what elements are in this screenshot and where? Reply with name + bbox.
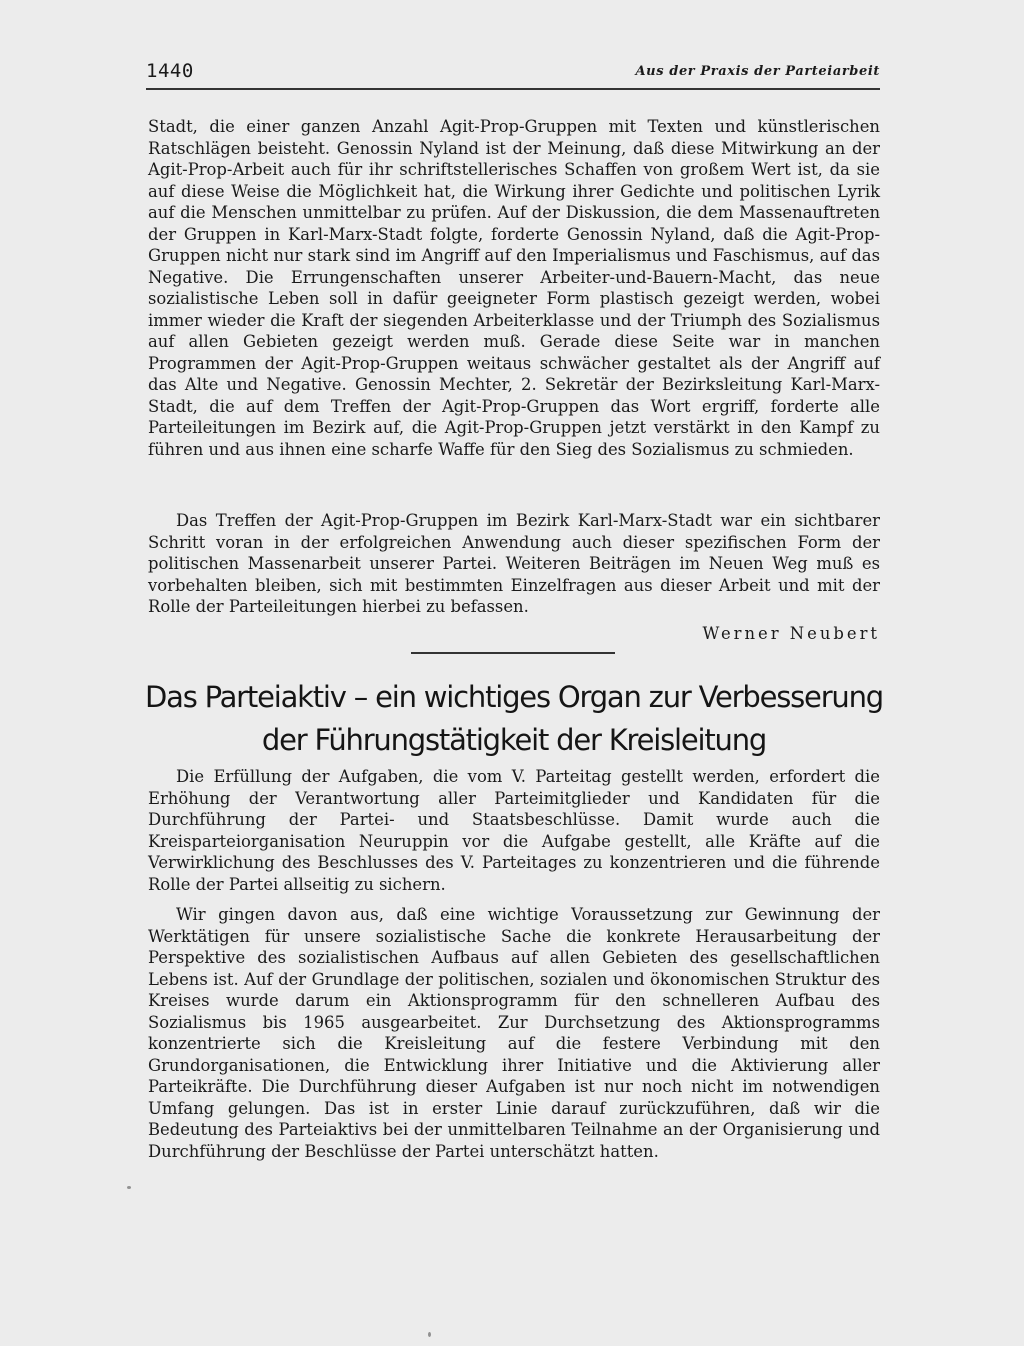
scan-speck-mark xyxy=(428,1332,431,1337)
article2-headline xyxy=(144,676,884,762)
headline-line-1: Das Parteiaktiv – ein wichtiges Organ zur Verbesserung xyxy=(145,680,883,714)
article1-body xyxy=(148,116,880,460)
article1-paragraph-1: Stadt, die einer ganzen Anzahl Agit-Prop-Gruppen mit Texten und künstlerischen Ratschlägen beisteht. Genossin Nyland ist der Meinung, daß diese Mitwirkung an der Agit-Prop-Arbeit auch für ihr schriftstellerisches Schaffen von großem Wert ist, da sie auf diese Weise die Möglichkeit hat, die Wirkung ihrer Gedichte und politischen Lyrik auf die Menschen unmittelbar zu prüfen. Auf der Diskussion, die dem Massenauftreten der Gruppen in Karl-Marx-Stadt folgte, forderte Genossin Nyland, daß die Agit-Prop-Gruppen nicht nur stark sind im Angriff auf den Imperialismus und Faschismus, auf das Negative. Die Errungenschaften unserer Arbeiter-und-Bauern-Macht, das neue sozialistische Leben soll in dafür geeigneter Form plastisch gezeigt werden, wobei immer wieder die Kraft der siegenden Arbeiterklasse und der Triumph des Sozialismus auf allen Gebieten gezeigt werden muß. Gerade diese Seite war in manchen Programmen der Agit-Prop-Gruppen weitaus schwächer gestaltet als der Angriff auf das Alte und Negative. Genossin Mechter, 2. Sekretär der Bezirksleitung Karl-Marx-Stadt, die auf dem Treffen der Agit-Prop-Gruppen das Wort ergriff, forderte alle Parteileitungen im Bezirk auf, die Agit-Prop-Gruppen jetzt verstärkt in den Kampf zu führen und aus ihnen eine scharfe Waffe für den Sieg des Sozialismus zu schmieden. xyxy=(148,117,880,459)
headline-line-2: der Führungstätigkeit der Kreisleitung xyxy=(261,723,767,757)
article1-paragraph-2: Das Treffen der Agit-Prop-Gruppen im Bezirk Karl-Marx-Stadt war ein sichtbarer Schritt voran in der erfolgreichen Anwendung auch dieser spezifischen Form der politischen Massenarbeit unserer Partei. Weiteren Beiträgen im Neuen Weg muß es vorbehalten bleiben, sich mit bestimmten Einzelfragen aus dieser Arbeit und mit der Rolle der Parteileitungen hierbei zu befassen. xyxy=(148,511,880,616)
scan-speck-mark xyxy=(127,1186,131,1189)
running-head: Aus der Praxis der Parteiarbeit xyxy=(635,64,880,79)
article-separator xyxy=(411,652,615,654)
article1-closing xyxy=(148,510,880,618)
article2-paragraph-2: Wir gingen davon aus, daß eine wichtige Voraussetzung zur Gewinnung der Werktätigen für unsere sozialistische Sache die konkrete Herausarbeitung der Perspektive des sozialistischen Aufbaus auf allen Gebieten des gesellschaftlichen Lebens ist. Auf der Grundlage der politischen, sozialen und ökonomischen Struktur des Kreises wurde darum ein Aktionsprogramm für den schnelleren Aufbau des Sozialismus bis 1965 ausgearbeitet. Zur Durchsetzung des Aktionsprogramms konzentrierte sich die Kreisleitung auf die festere Verbindung mit den Grundorganisationen, die Entwicklung ihrer Initiative und die Aktivierung aller Parteikräfte. Die Durchführung dieser Aufgaben ist nur noch nicht im notwendigen Umfang gelungen. Das ist in erster Linie darauf zurückzuführen, daß wir die Bedeutung des Parteiaktivs bei der unmittelbaren Teilnahme an der Organisierung und Durchführung der Beschlüsse der Partei unterschätzt hatten. xyxy=(148,905,880,1161)
page-header xyxy=(146,58,880,90)
article2-paragraph-1: Die Erfüllung der Aufgaben, die vom V. Parteitag gestellt werden, erfordert die Erhöhung der Verantwortung aller Parteimitglieder und Kandidaten für die Durchführung der Partei- und Staatsbeschlüsse. Damit wurde auch die Kreisparteiorganisation Neuruppin vor die Aufgabe gestellt, alle Kräfte auf die Verwirklichung des Beschlusses des V. Parteitages zu konzentrieren und die führende Rolle der Partei allseitig zu sichern. xyxy=(148,767,880,894)
page-number: 1440 xyxy=(146,60,194,82)
article2-body-continued xyxy=(148,904,880,1162)
author-byline: Werner Neubert xyxy=(702,624,880,643)
article2-body xyxy=(148,766,880,895)
